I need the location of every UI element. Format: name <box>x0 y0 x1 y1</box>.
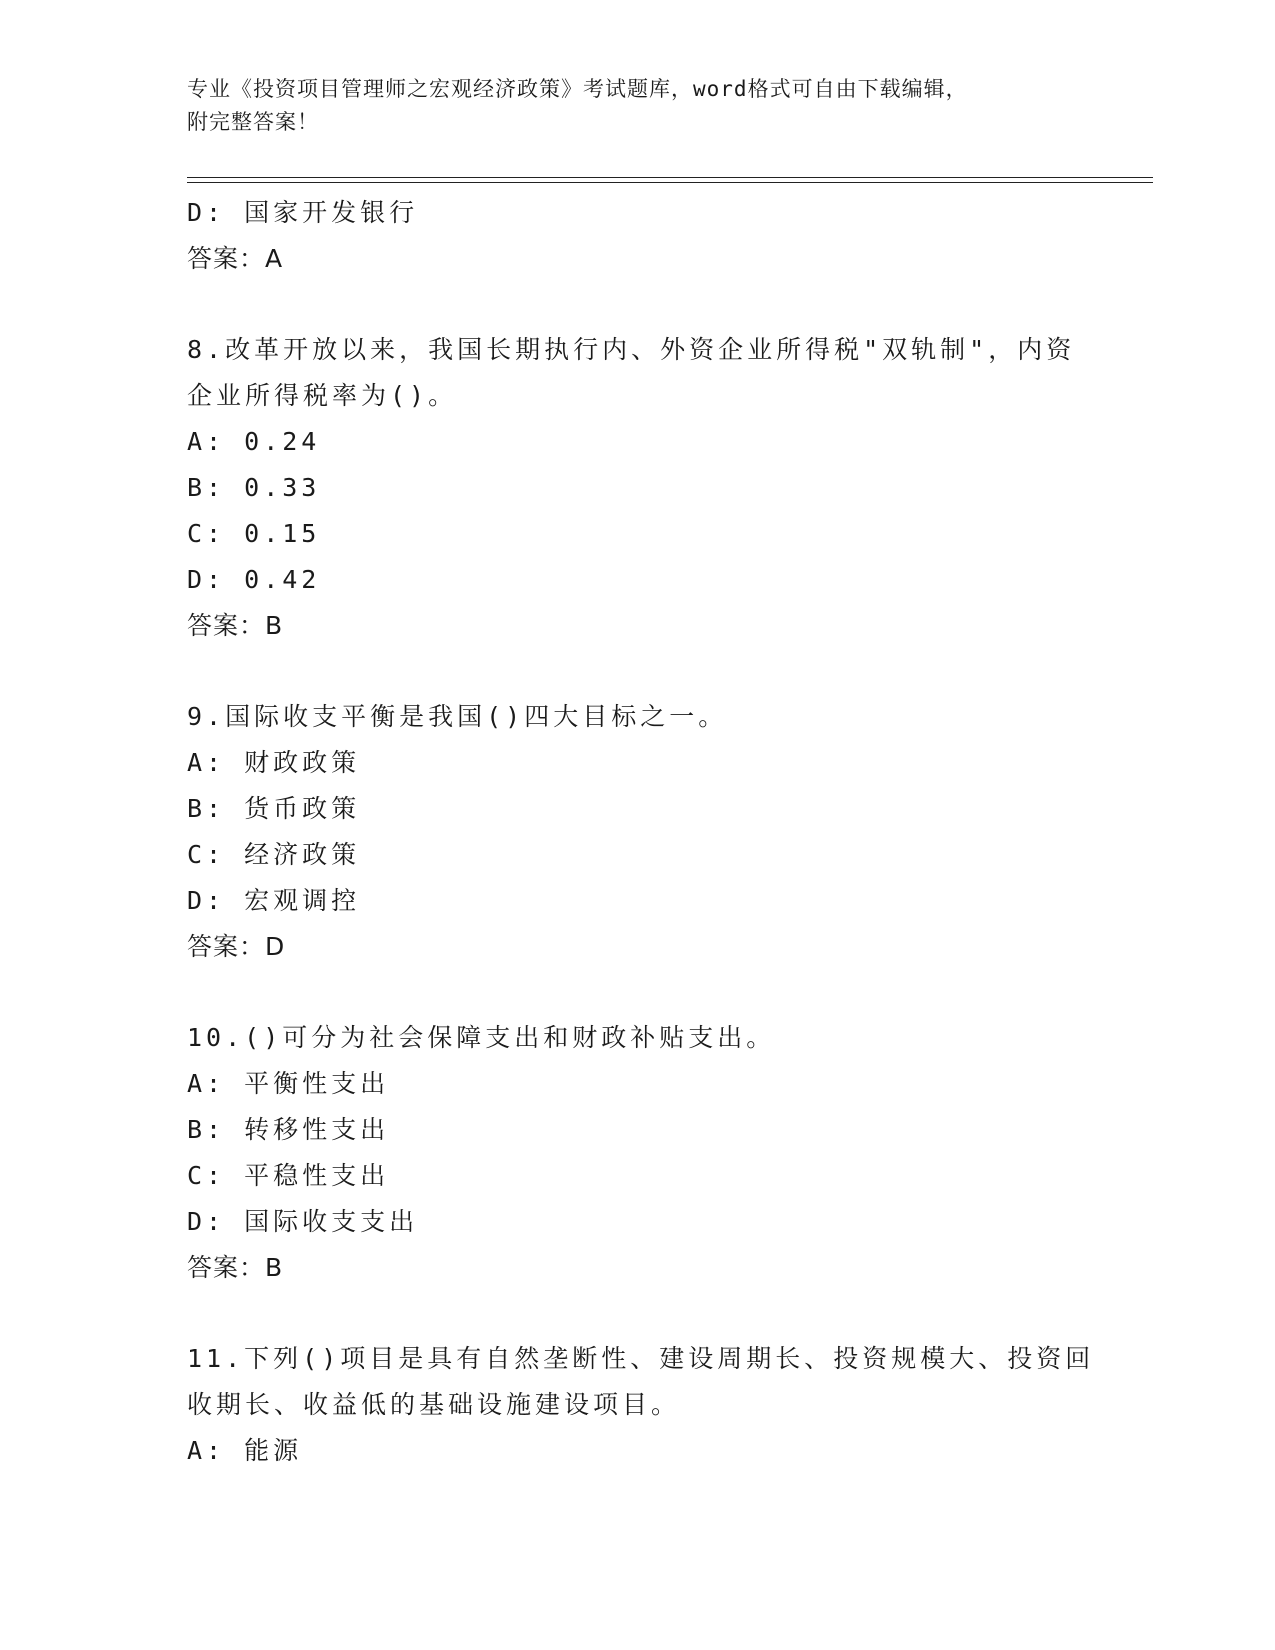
option-d: D: 国家开发银行 <box>187 198 419 227</box>
answer: 答案：B <box>187 1253 284 1282</box>
option-d: D: 0.42 <box>187 565 321 594</box>
option-b: B: 货币政策 <box>187 794 361 823</box>
option-c: C: 0.15 <box>187 519 321 548</box>
question-block-7 <box>187 190 1087 282</box>
question-block-10 <box>187 1015 1087 1291</box>
option-c: C: 平稳性支出 <box>187 1161 390 1190</box>
question-text-line-1: 9.国际收支平衡是我国()四大目标之一。 <box>187 702 728 731</box>
question-block-8 <box>187 327 1087 649</box>
option-d: D: 宏观调控 <box>187 886 361 915</box>
option-a: A: 能源 <box>187 1436 303 1465</box>
question-list <box>187 190 1095 1474</box>
document-header <box>187 73 1067 139</box>
answer: 答案：D <box>187 932 286 961</box>
question-text-line-2: 收期长、收益低的基础设施建设项目。 <box>187 1390 681 1419</box>
question-text-line-1: 8.改革开放以来，我国长期执行内、外资企业所得税"双轨制"，内资 <box>187 335 1076 364</box>
option-a: A: 平衡性支出 <box>187 1069 390 1098</box>
header-line-1: 专业《投资项目管理师之宏观经济政策》考试题库，word格式可自由下载编辑， <box>187 77 968 101</box>
option-a: A: 0.24 <box>187 427 321 456</box>
question-text-line-1: 10.()可分为社会保障支出和财政补贴支出。 <box>187 1023 776 1052</box>
header-divider-bottom <box>187 182 1153 183</box>
question-block-9 <box>187 694 1087 970</box>
option-d: D: 国际收支支出 <box>187 1207 419 1236</box>
option-b: B: 0.33 <box>187 473 321 502</box>
option-a: A: 财政政策 <box>187 748 361 777</box>
option-b: B: 转移性支出 <box>187 1115 390 1144</box>
question-text-line-2: 企业所得税率为()。 <box>187 381 458 410</box>
question-text-line-1: 11.下列()项目是具有自然垄断性、建设周期长、投资规模大、投资回 <box>187 1344 1095 1373</box>
header-divider-top <box>187 177 1153 178</box>
option-c: C: 经济政策 <box>187 840 361 869</box>
header-line-2: 附完整答案！ <box>187 110 319 134</box>
answer: 答案：B <box>187 611 284 640</box>
question-block-11 <box>187 1336 1095 1474</box>
answer: 答案：A <box>187 244 284 273</box>
